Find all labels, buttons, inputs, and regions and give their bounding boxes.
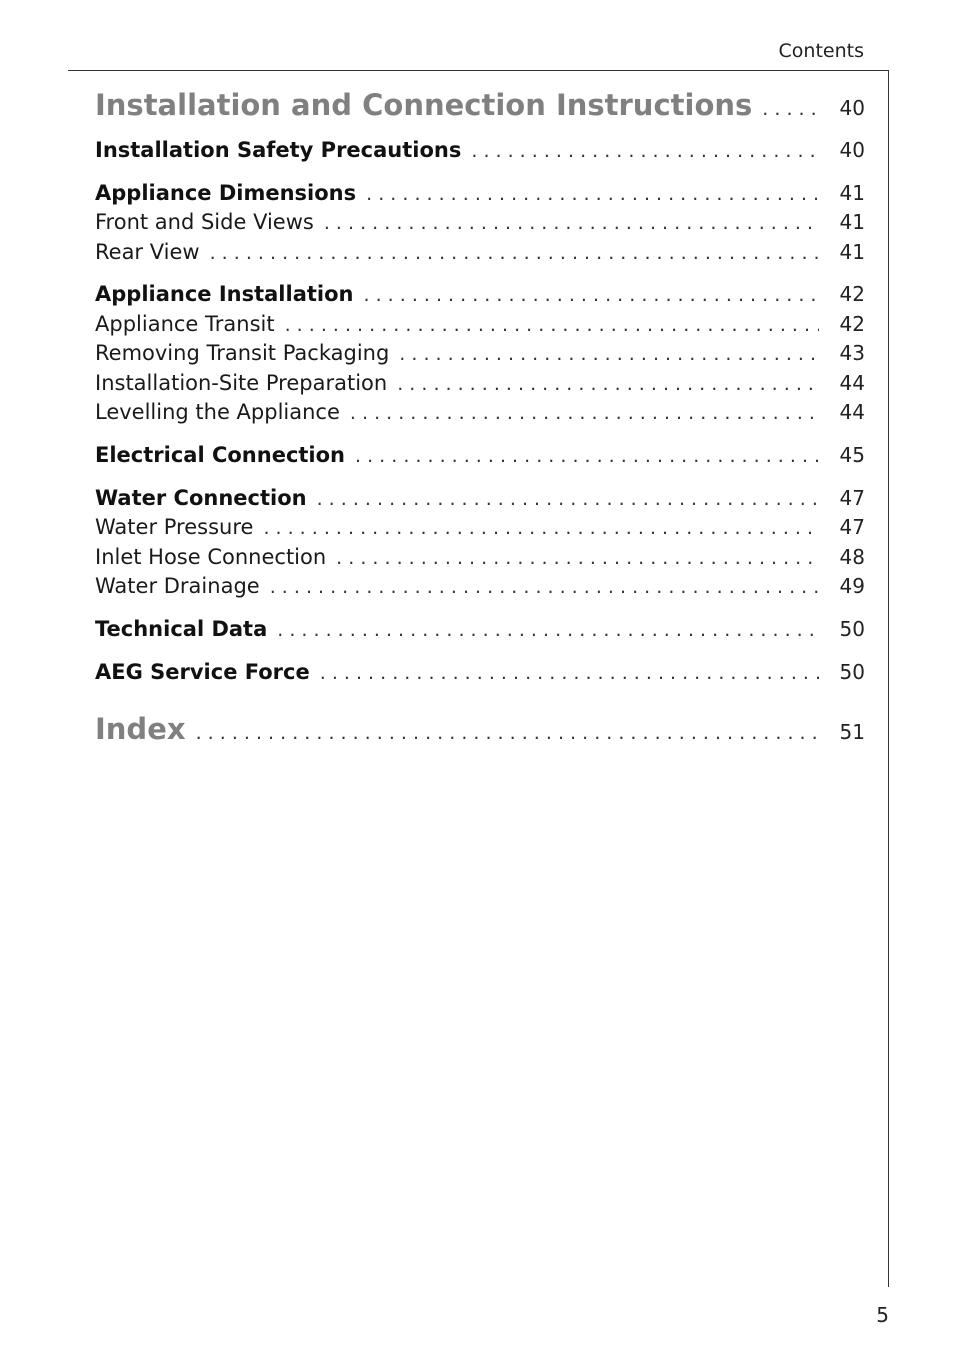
toc-entry-page: 45 xyxy=(839,443,865,467)
toc-entry-label: Appliance Installation xyxy=(95,282,354,306)
toc-entry-page: 40 xyxy=(839,138,865,162)
page-number: 5 xyxy=(876,1303,889,1327)
dot-leader xyxy=(196,722,819,744)
dot-leader xyxy=(471,140,819,162)
toc-entry-label: Installation-Site Preparation xyxy=(95,371,388,395)
toc-entry-installation-safety-precautions[interactable] xyxy=(95,138,865,162)
toc-entry-page: 41 xyxy=(839,240,865,264)
toc-entry-installation-and-connection-instructions[interactable] xyxy=(95,88,865,122)
toc-entry-page: 47 xyxy=(839,515,865,539)
toc-entry-removing-transit-packaging[interactable] xyxy=(95,341,865,365)
toc-entry-technical-data[interactable] xyxy=(95,617,865,641)
toc-entry-page: 42 xyxy=(839,282,865,306)
toc-entry-label: Water Pressure xyxy=(95,515,254,539)
dot-leader xyxy=(210,242,819,264)
toc-entry-page: 41 xyxy=(839,181,865,205)
toc-entry-label: Removing Transit Packaging xyxy=(95,341,390,365)
toc-entry-label: Appliance Dimensions xyxy=(95,181,357,205)
toc-entry-electrical-connection[interactable] xyxy=(95,443,865,467)
dot-leader xyxy=(366,183,819,205)
dot-leader xyxy=(350,402,819,424)
toc-entry-label: Index xyxy=(95,712,186,746)
toc-entry-label: Water Drainage xyxy=(95,574,260,598)
toc-entry-appliance-dimensions[interactable] xyxy=(95,181,865,205)
margin-rule xyxy=(888,70,889,1287)
toc-entry-page: 49 xyxy=(839,574,865,598)
toc-entry-page: 50 xyxy=(839,617,865,641)
running-header: Contents xyxy=(778,40,864,62)
dot-leader xyxy=(397,373,819,395)
toc-entry-water-drainage[interactable] xyxy=(95,574,865,598)
toc-entry-page: 50 xyxy=(839,660,865,684)
toc-entry-page: 48 xyxy=(839,545,865,569)
toc-entry-label: Levelling the Appliance xyxy=(95,400,340,424)
toc-entry-label: AEG Service Force xyxy=(95,660,310,684)
toc-entry-appliance-installation[interactable] xyxy=(95,282,865,306)
dot-leader xyxy=(364,284,820,306)
toc-entry-label: Rear View xyxy=(95,240,200,264)
toc-entry-aeg-service-force[interactable] xyxy=(95,660,865,684)
toc-entry-inlet-hose-connection[interactable] xyxy=(95,545,865,569)
toc-entry-page: 44 xyxy=(839,371,865,395)
toc-entry-label: Appliance Transit xyxy=(95,312,275,336)
toc-entry-page: 43 xyxy=(839,341,865,365)
dot-leader xyxy=(263,517,819,539)
toc-entry-page: 40 xyxy=(839,96,865,120)
toc-entry-index[interactable] xyxy=(95,712,865,746)
toc-entry-label: Technical Data xyxy=(95,617,268,641)
dot-leader xyxy=(320,662,819,684)
toc-entry-label: Electrical Connection xyxy=(95,443,346,467)
toc-entry-label: Installation and Connection Instructions xyxy=(95,88,753,122)
dot-leader xyxy=(355,445,819,467)
dot-leader xyxy=(285,314,819,336)
dot-leader xyxy=(317,488,819,510)
toc-entry-page: 51 xyxy=(839,720,865,744)
toc-entry-appliance-transit[interactable] xyxy=(95,312,865,336)
toc-entry-label: Water Connection xyxy=(95,486,307,510)
toc-entry-label: Inlet Hose Connection xyxy=(95,545,327,569)
toc-entry-levelling-the-appliance[interactable] xyxy=(95,400,865,424)
dot-leader xyxy=(399,343,819,365)
dot-leader xyxy=(762,98,819,120)
toc-entry-label: Front and Side Views xyxy=(95,210,314,234)
toc-entry-rear-view[interactable] xyxy=(95,240,865,264)
toc-entry-page: 42 xyxy=(839,312,865,336)
toc-entry-page: 47 xyxy=(839,486,865,510)
toc-entry-label: Installation Safety Precautions xyxy=(95,138,462,162)
toc-entry-front-and-side-views[interactable] xyxy=(95,210,865,234)
dot-leader xyxy=(277,619,819,641)
toc-entry-page: 44 xyxy=(839,400,865,424)
table-of-contents xyxy=(95,0,865,800)
dot-leader xyxy=(324,212,819,234)
toc-entry-installation-site-preparation[interactable] xyxy=(95,371,865,395)
dot-leader xyxy=(270,576,819,598)
toc-entry-water-pressure[interactable] xyxy=(95,515,865,539)
toc-entry-page: 41 xyxy=(839,210,865,234)
toc-entry-water-connection[interactable] xyxy=(95,486,865,510)
dot-leader xyxy=(336,547,819,569)
